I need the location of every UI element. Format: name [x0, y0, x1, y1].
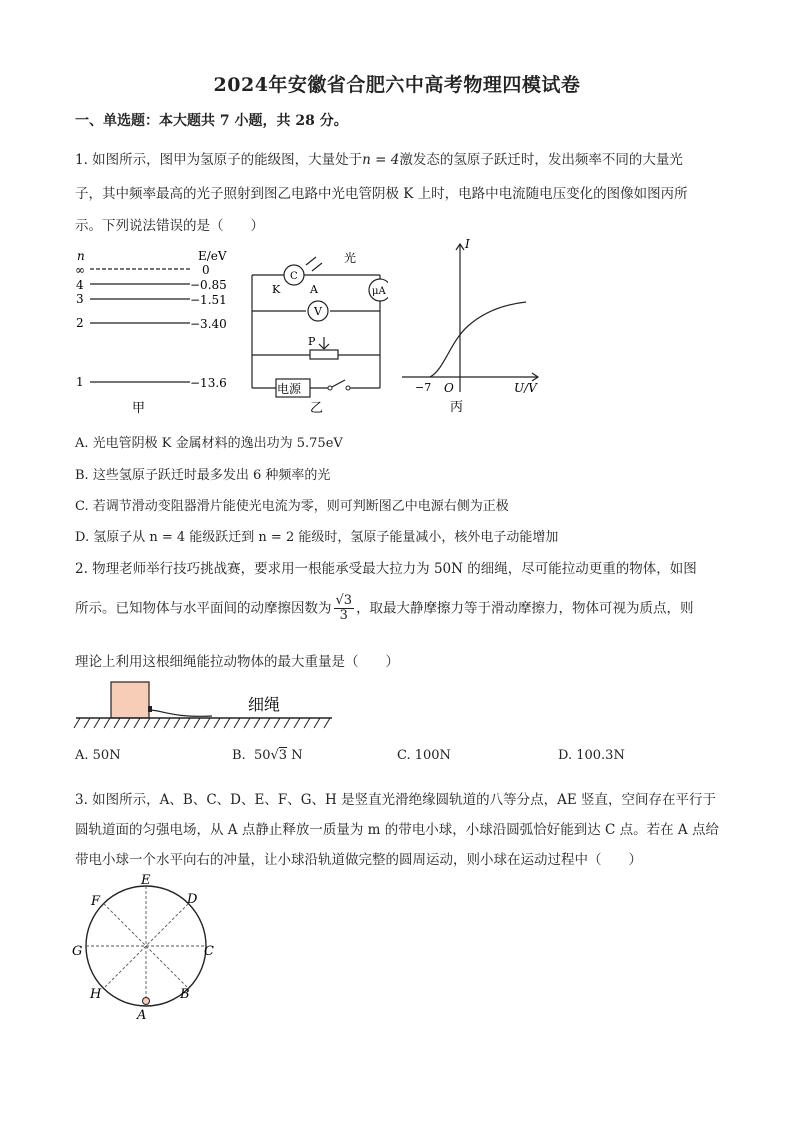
point-g: G [72, 944, 83, 959]
point-h: H [90, 987, 102, 1002]
point-a: A [137, 1008, 147, 1023]
friction-fraction [334, 594, 355, 624]
figure-jia-energy-levels [72, 245, 252, 420]
light-label: 光 [344, 251, 357, 265]
power-source-label: 电源 [277, 382, 302, 396]
iu-curve [430, 302, 526, 377]
page-title: 2024年安徽省合肥六中高考物理四模试卷 [213, 74, 581, 96]
section-heading: 一、单选题：本大题共 7 小题，共 28 分。 [75, 113, 348, 129]
level-n-1: 1 [76, 375, 84, 389]
level-n-4: 4 [76, 278, 84, 292]
q1-text-a: 1. 如图所示，图甲为氢原子的能级图，大量处于 [75, 152, 363, 168]
point-f: F [91, 894, 101, 909]
level-n-2: 2 [76, 316, 84, 330]
q1-line-3: 示。下列说法错误的是（ ） [75, 218, 264, 234]
q2-option-b[interactable] [232, 748, 303, 763]
q2-option-b-coef: 50 [253, 748, 271, 763]
fraction-denominator: 3 [339, 608, 348, 624]
caption-bing: 丙 [450, 400, 464, 415]
q3-line-3: 带电小球一个水平向右的冲量，让小球沿轨道做完整的圆周运动，则小球在运动过程中（ ） [75, 852, 642, 868]
q2-line-3: 理论上利用这根细绳能拉动物体的最大重量是（ ） [75, 654, 399, 670]
caption-jia: 甲 [132, 401, 146, 416]
level-e-inf: 0 [202, 263, 210, 277]
svg-text:C: C [290, 271, 298, 282]
block-icon [111, 682, 149, 718]
point-b: B [180, 987, 190, 1002]
q3-line-2: 圆轨道面的匀强电场，从 A 点静止释放一质量为 m 的带电小球，小球沿圆弧恰好能到达 C 点。若在 A 点给 [75, 822, 719, 838]
level-e-3: −1.51 [190, 293, 227, 307]
q2-line-2 [75, 594, 694, 624]
point-e: E [141, 873, 151, 888]
figure-yi-circuit [248, 245, 388, 420]
q1-option-a[interactable]: A. 光电管阴极 K 金属材料的逸出功为 5.75eV [75, 436, 343, 451]
x-label: U/V [514, 381, 537, 395]
figure-block-rope [72, 676, 342, 736]
q2-text-a: 所示。已知物体与水平面间的动摩擦因数为 [75, 600, 332, 617]
cathode-k-label: K [272, 283, 281, 296]
anode-a-label: A [310, 283, 318, 296]
q1-option-b[interactable]: B. 这些氢原子跃迁时最多发出 6 种频率的光 [75, 468, 331, 483]
charged-ball-icon [143, 998, 150, 1005]
q1-line-2: 子，其中频率最高的光子照射到图乙电路中光电管阴极 K 上时，电路中电流随电压变化的图像如图丙所 [75, 186, 688, 202]
voltmeter-label: V [314, 305, 322, 318]
q2-line-1: 2. 物理老师举行技巧挑战赛，要求用一根能承受最大拉力为 50N 的细绳，尽可能拉动更重的物体，如图 [75, 561, 697, 577]
figure-circle-track [66, 870, 226, 1025]
figure-bing-iu-graph [398, 232, 548, 422]
level-e-4: −0.85 [190, 278, 227, 292]
q2-option-d[interactable]: D. 100.3N [558, 748, 625, 763]
point-c: C [204, 944, 214, 959]
axis-n-label: n [77, 249, 85, 263]
level-n-3: 3 [76, 292, 84, 306]
q2-option-b-root: 3 [278, 748, 288, 763]
level-e-1: −13.6 [190, 376, 227, 390]
origin-label: O [444, 381, 454, 395]
rope-icon [149, 710, 212, 716]
q2-option-b-unit: N [291, 748, 303, 763]
sqrt-icon: √ [270, 748, 279, 763]
q2-option-b-label: B. [232, 748, 246, 763]
rope-label: 细绳 [248, 695, 281, 714]
q1-option-c[interactable]: C. 若调节滑动变阻器滑片能使光电流为零，则可判断图乙中电源右侧为正极 [75, 499, 509, 514]
x-tick-label: −7 [415, 381, 432, 394]
q1-text-b: 激发态的氢原子跃迁时，发出频率不同的大量光 [399, 152, 683, 168]
slider-p-label: P [308, 335, 316, 348]
q2-option-a[interactable]: A. 50N [75, 748, 121, 763]
axis-e-label: E/eV [198, 249, 227, 263]
caption-yi: 乙 [310, 401, 324, 416]
q2-text-b: ，取最大静摩擦力等于滑动摩擦力，物体可视为质点，则 [356, 600, 694, 617]
rheostat-icon [310, 350, 338, 359]
fraction-numerator: √3 [335, 593, 353, 608]
y-label: I [465, 237, 470, 251]
q3-line-1: 3. 如图所示，A、B、C、D、E、F、G、H 是竖直光滑绝缘圆轨道的八等分点，AE 竖直，空间存在平行于 [75, 792, 716, 808]
level-n-inf: ∞ [75, 263, 85, 277]
level-e-2: −3.40 [190, 317, 227, 331]
q2-option-c[interactable]: C. 100N [397, 748, 451, 763]
point-d: D [187, 892, 198, 907]
ammeter-label: μA [372, 286, 386, 297]
q1-n-value: n = 4 [362, 152, 400, 168]
q1-option-d[interactable]: D. 氢原子从 n = 4 能级跃迁到 n = 2 能级时，氢原子能量减小，核外电子动能增加 [75, 530, 559, 545]
q1-line-1 [75, 148, 683, 168]
